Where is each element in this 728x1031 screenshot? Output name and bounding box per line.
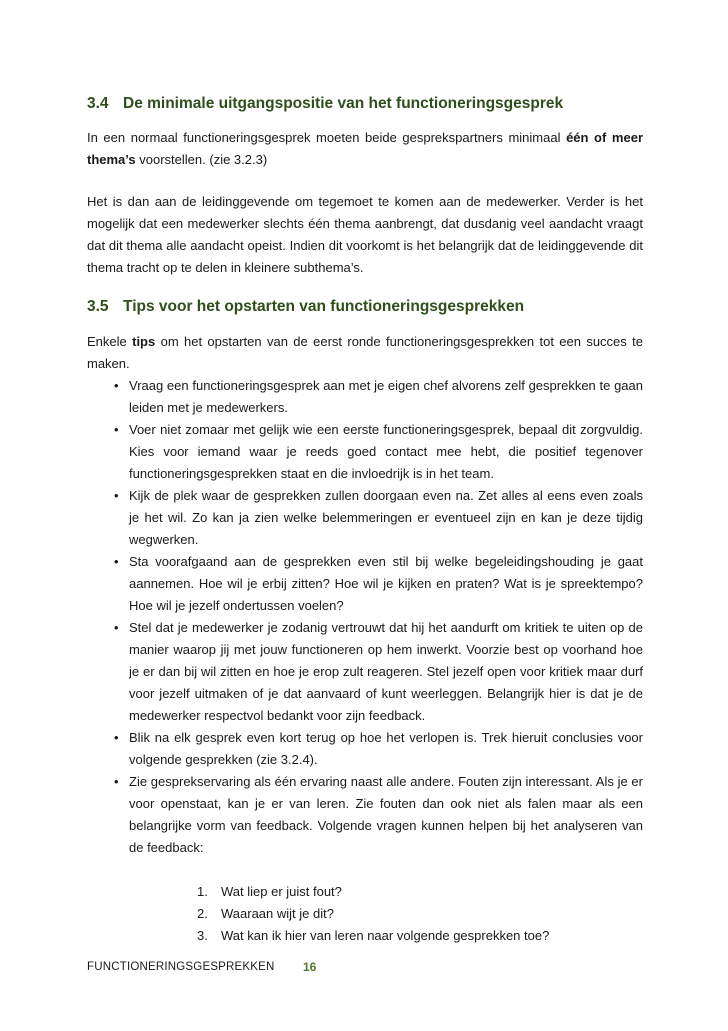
bold-tips: tips xyxy=(132,334,156,349)
item-number: 3. xyxy=(197,928,208,943)
section-3-4-title: De minimale uitgangspositie van het functioneringsgesprek xyxy=(123,95,564,112)
section-3-5-intro: Enkele tips om het opstarten van de eerst ronde functioneringsgesprekken tot een succes te maken. xyxy=(87,334,643,371)
section-3-5-body xyxy=(87,331,643,947)
section-3-5-heading xyxy=(87,298,524,316)
list-item: 1. Wat liep er juist fout? xyxy=(87,881,643,903)
bold-themes: één of meer thema’s xyxy=(87,130,643,167)
questions-list xyxy=(87,881,643,947)
list-item: • Stel dat je medewerker je zodanig vertrouwt dat hij het aandurft om kritiek te uiten op de manier waarop jij met jouw functioneren op hem inwerkt. Voorzie best op voorhand hoe je er dan bij wil zitten en hoe je erop zult reageren. Stel jezelf open voor kritiek maar durf voor jezelf uitmaken of je dat aanvaard of kunt weerleggen. Belangrijk hier is dat je de medewerker respectvol bedankt voor zijn feedback. xyxy=(87,617,643,727)
list-item: • Kijk de plek waar de gesprekken zullen doorgaan even na. Zet alles al eens even zoals je het wil. Zo kan ja zien welke belemmeringen er eventueel zijn en kan je deze tijdig wegwerken. xyxy=(87,485,643,551)
bullet-icon: • xyxy=(114,730,119,745)
page-number: 16 xyxy=(303,960,317,974)
list-item: 2. Waaraan wijt je dit? xyxy=(87,903,643,925)
section-3-5-number: 3.5 xyxy=(87,298,109,315)
section-3-5-title: Tips voor het opstarten van functioneringsgesprekken xyxy=(123,298,525,315)
item-number: 1. xyxy=(197,884,208,899)
list-item: • Voer niet zomaar met gelijk wie een eerste functioneringsgesprek, bepaal dit zorgvuldig. Kies voor iemand waar je reeds goed contact mee hebt, die positief tegenover functioneringsgesprekken staat en die invloedrijk is in het team. xyxy=(87,419,643,485)
section-3-4-heading xyxy=(87,95,563,113)
list-item: • Sta voorafgaand aan de gesprekken even stil bij welke begeleidingshouding je gaat aannemen. Hoe wil je erbij zitten? Hoe wil je kijken en praten? Wat is je spreektempo? Hoe wil je jezelf ondertussen voelen? xyxy=(87,551,643,617)
list-item: • Zie gesprekservaring als één ervaring naast alle andere. Fouten zijn interessant. Als je er voor openstaat, kan je er van leren. Zie fouten dan ook niet als falen maar als een belangrijke vorm van feedback. Volgende vragen kunnen helpen bij het analyseren van de feedback: xyxy=(87,771,643,859)
list-item: 3. Wat kan ik hier van leren naar volgende gesprekken toe? xyxy=(87,925,643,947)
list-item: • Vraag een functioneringsgesprek aan met je eigen chef alvorens zelf gesprekken te gaan leiden met je medewerkers. xyxy=(87,375,643,419)
section-3-4-paragraph-1: In een normaal functioneringsgesprek moeten beide gesprekspartners minimaal één of meer thema’s voorstellen. (zie 3.2.3) xyxy=(87,130,643,167)
bullet-icon: • xyxy=(114,378,119,393)
list-item: • Blik na elk gesprek even kort terug op hoe het verlopen is. Trek hieruit conclusies voor volgende gesprekken (zie 3.2.4). xyxy=(87,727,643,771)
footer-title: FUNCTIONERINGSGESPREKKEN xyxy=(87,961,275,973)
section-3-4-number: 3.4 xyxy=(87,95,109,112)
bullet-icon: • xyxy=(114,620,119,635)
section-3-4-paragraph-2: Het is dan aan de leidinggevende om tegemoet te komen aan de medewerker. Verder is het mogelijk dat een medewerker slechts één thema aanbrengt, dat dusdanig veel aandacht vraagt dat dit thema alle aandacht opeist. Indien dit voorkomt is het belangrijk dat de leidinggevende dit thema tracht op te delen in kleinere subthema’s. xyxy=(87,194,643,275)
bullet-icon: • xyxy=(114,774,119,789)
bullet-icon: • xyxy=(114,488,119,503)
tips-list xyxy=(87,375,643,859)
item-number: 2. xyxy=(197,906,208,921)
bullet-icon: • xyxy=(114,422,119,437)
bullet-icon: • xyxy=(114,554,119,569)
